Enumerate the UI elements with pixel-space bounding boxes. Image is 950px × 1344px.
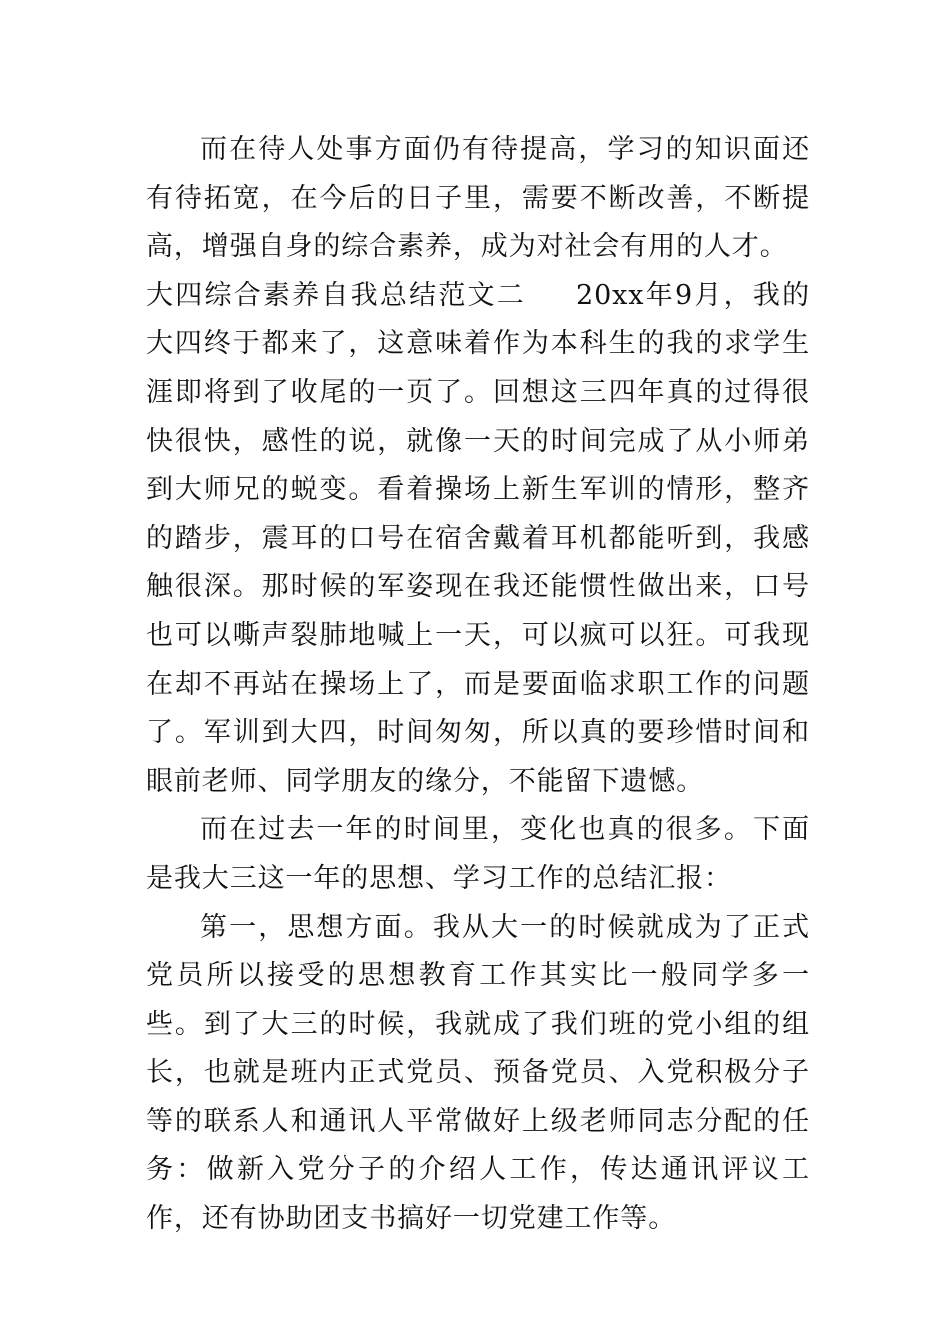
paragraph-3: 而在过去一年的时间里，变化也真的很多。下面是我大三这一年的思想、学习工作的总结汇报： bbox=[146, 814, 810, 894]
paragraph-2 bbox=[146, 272, 810, 807]
paragraph-2-body: 20xx年9月，我的大四终于都来了，这意味着作为本科生的我的求学生涯即将到了收尾的一页了。回想这三四年真的过得很快很快，感性的说，就像一天的时间完成了从小师弟到大师兄的蜕变。看着操场上新生军训的情形，整齐的踏步，震耳的口号在宿舍戴着耳机都能听到，我感触很深。那时候的军姿现在我还能惯性做出来，口号也可以嘶声裂肺地喊上一天，可以疯可以狂。可我现在却不再站在操场上了，而是要面临求职工作的问题了。军训到大四，时间匆匆，所以真的要珍惜时间和眼前老师、同学朋友的缘分，不能留下遗憾。 bbox=[146, 279, 810, 797]
paragraph-4: 第一，思想方面。我从大一的时候就成为了正式党员所以接受的思想教育工作其实比一般同学多一些。到了大三的时候，我就成了我们班的党小组的组长，也就是班内正式党员、预备党员、入党积极分子等的联系人和通讯人平常做好上级老师同志分配的任务：做新入党分子的介绍人工作，传达通讯评议工作，还有协助团支书搞好一切党建工作等。 bbox=[146, 911, 810, 1235]
paragraph-1: 而在待人处事方面仍有待提高，学习的知识面还有待拓宽，在今后的日子里，需要不断改善，不断提高，增强自身的综合素养，成为对社会有用的人才。 bbox=[146, 134, 810, 263]
section-heading: 大四综合素养自我总结范文二 bbox=[146, 279, 527, 311]
document-body bbox=[146, 126, 810, 1244]
